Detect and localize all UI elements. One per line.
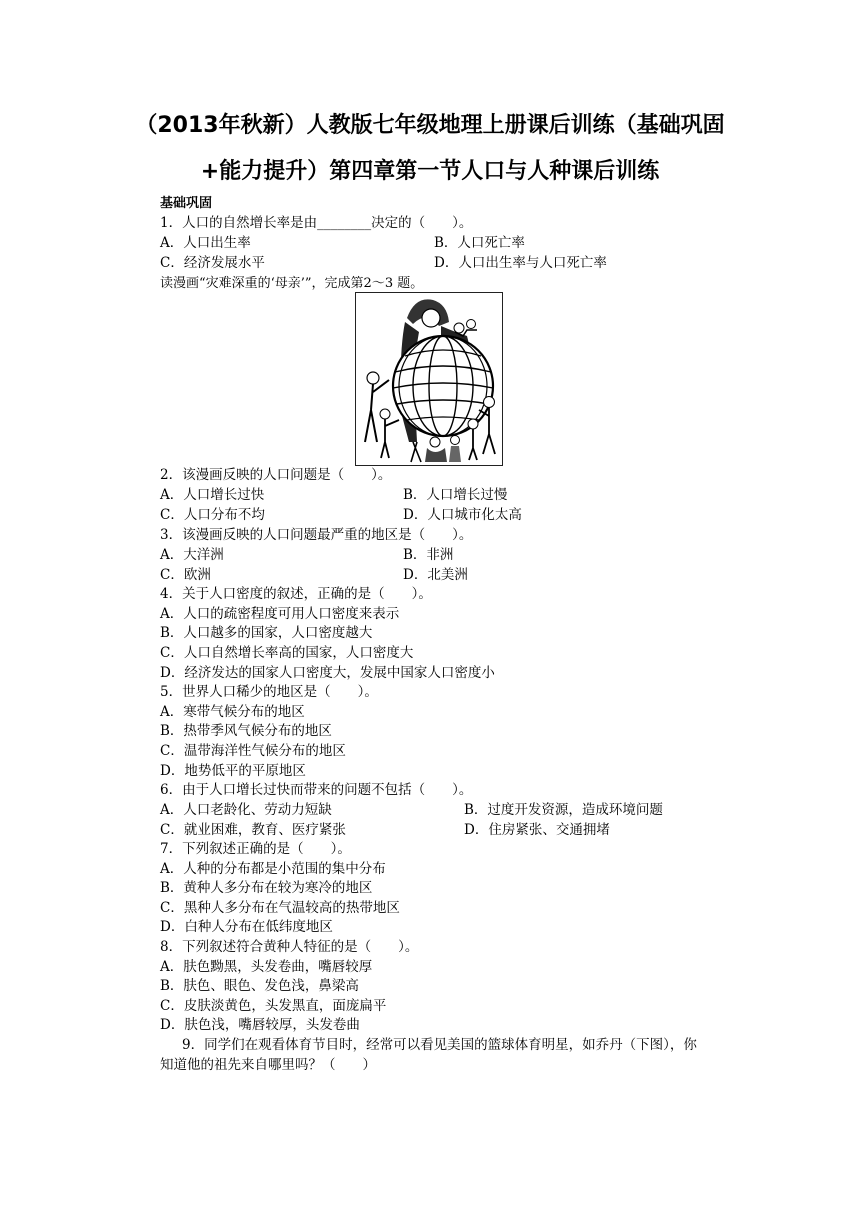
question-7-option-d: D．白种人分布在低纬度地区 (160, 919, 333, 935)
question-6-option-a: A．人口老龄化、劳动力短缺 (160, 802, 332, 818)
question-4-stem: 4．关于人口密度的叙述，正确的是（ ）。 (160, 586, 432, 602)
question-2-stem: 2．该漫画反映的人口问题是（ ）。 (160, 467, 392, 483)
question-5-stem: 5．世界人口稀少的地区是（ ）。 (160, 684, 378, 700)
question-7-option-b: B．黄种人多分布在较为寒冷的地区 (160, 880, 373, 896)
question-9-stem-line-1: 9．同学们在观看体育节目时，经常可以看见美国的篮球体育明星，如乔丹（下图），你 (182, 1037, 697, 1053)
question-6-stem: 6．由于人口增长过快而带来的问题不包括（ ）。 (160, 782, 473, 798)
question-7-option-c: C．黑种人多分布在气温较高的热带地区 (160, 900, 400, 916)
document-title-line-1: （2013年秋新）人教版七年级地理上册课后训练（基础巩固 (135, 113, 725, 138)
question-7-option-a: A．人种的分布都是小范围的集中分布 (160, 861, 386, 877)
question-2-option-b: B．人口增长过慢 (403, 487, 508, 503)
question-3-option-b: B．非洲 (403, 547, 454, 563)
question-8-stem: 8．下列叙述符合黄种人特征的是（ ）。 (160, 939, 419, 955)
question-1-option-b: B．人口死亡率 (434, 235, 525, 251)
question-3-option-c: C．欧洲 (160, 567, 211, 583)
question-4-option-b: B．人口越多的国家，人口密度越大 (160, 625, 373, 641)
question-4-option-d: D．经济发达的国家人口密度大，发展中国家人口密度小 (160, 665, 495, 681)
question-8-option-b: B．肤色、眼色、发色浅，鼻梁高 (160, 978, 359, 994)
question-8-option-d: D．肤色浅，嘴唇较厚，头发卷曲 (160, 1017, 360, 1033)
question-8-option-c: C．皮肤淡黄色，头发黑直，面庞扁平 (160, 998, 387, 1014)
document-title-line-2: +能力提升）第四章第一节人口与人种课后训练 (200, 159, 660, 184)
question-3-stem: 3．该漫画反映的人口问题最严重的地区是（ ）。 (160, 527, 473, 543)
question-1-option-c: C．经济发展水平 (160, 255, 265, 271)
question-5-option-a: A．寒带气候分布的地区 (160, 704, 305, 720)
question-1-option-a: A．人口出生率 (160, 235, 251, 251)
question-5-option-d: D．地势低平的平原地区 (160, 763, 306, 779)
question-9-stem-line-2: 知道他的祖先来自哪里吗？（ ） (160, 1057, 376, 1073)
section-heading: 基础巩固 (160, 196, 213, 211)
cartoon-burdened-mother-image (355, 292, 503, 466)
question-7-stem: 7．下列叙述正确的是（ ）。 (160, 841, 351, 857)
question-8-option-a: A．肤色黝黑，头发卷曲，嘴唇较厚 (160, 959, 373, 975)
question-4-option-c: C．人口自然增长率高的国家，人口密度大 (160, 645, 414, 661)
question-5-option-c: C．温带海洋性气候分布的地区 (160, 743, 346, 759)
question-4-option-a: A．人口的疏密程度可用人口密度来表示 (160, 606, 400, 622)
question-5-option-b: B．热带季风气候分布的地区 (160, 723, 332, 739)
question-2-option-a: A．人口增长过快 (160, 487, 265, 503)
question-2-option-c: C．人口分布不均 (160, 507, 265, 523)
question-6-option-d: D．住房紧张、交通拥堵 (464, 822, 610, 838)
question-3-option-d: D．北美洲 (403, 567, 468, 583)
question-6-option-b: B．过度开发资源，造成环境问题 (464, 802, 663, 818)
question-6-option-c: C．就业困难，教育、医疗紧张 (160, 822, 346, 838)
question-1-option-d: D．人口出生率与人口死亡率 (434, 255, 607, 271)
question-2-option-d: D．人口城市化太高 (403, 507, 522, 523)
question-3-option-a: A．大洋洲 (160, 547, 224, 563)
question-1-stem: 1．人口的自然增长率是由________决定的（ ）。 (160, 215, 473, 231)
intro-questions-2-3: 读漫画“灾难深重的‘母亲’”，完成第2～3 题。 (160, 276, 424, 291)
